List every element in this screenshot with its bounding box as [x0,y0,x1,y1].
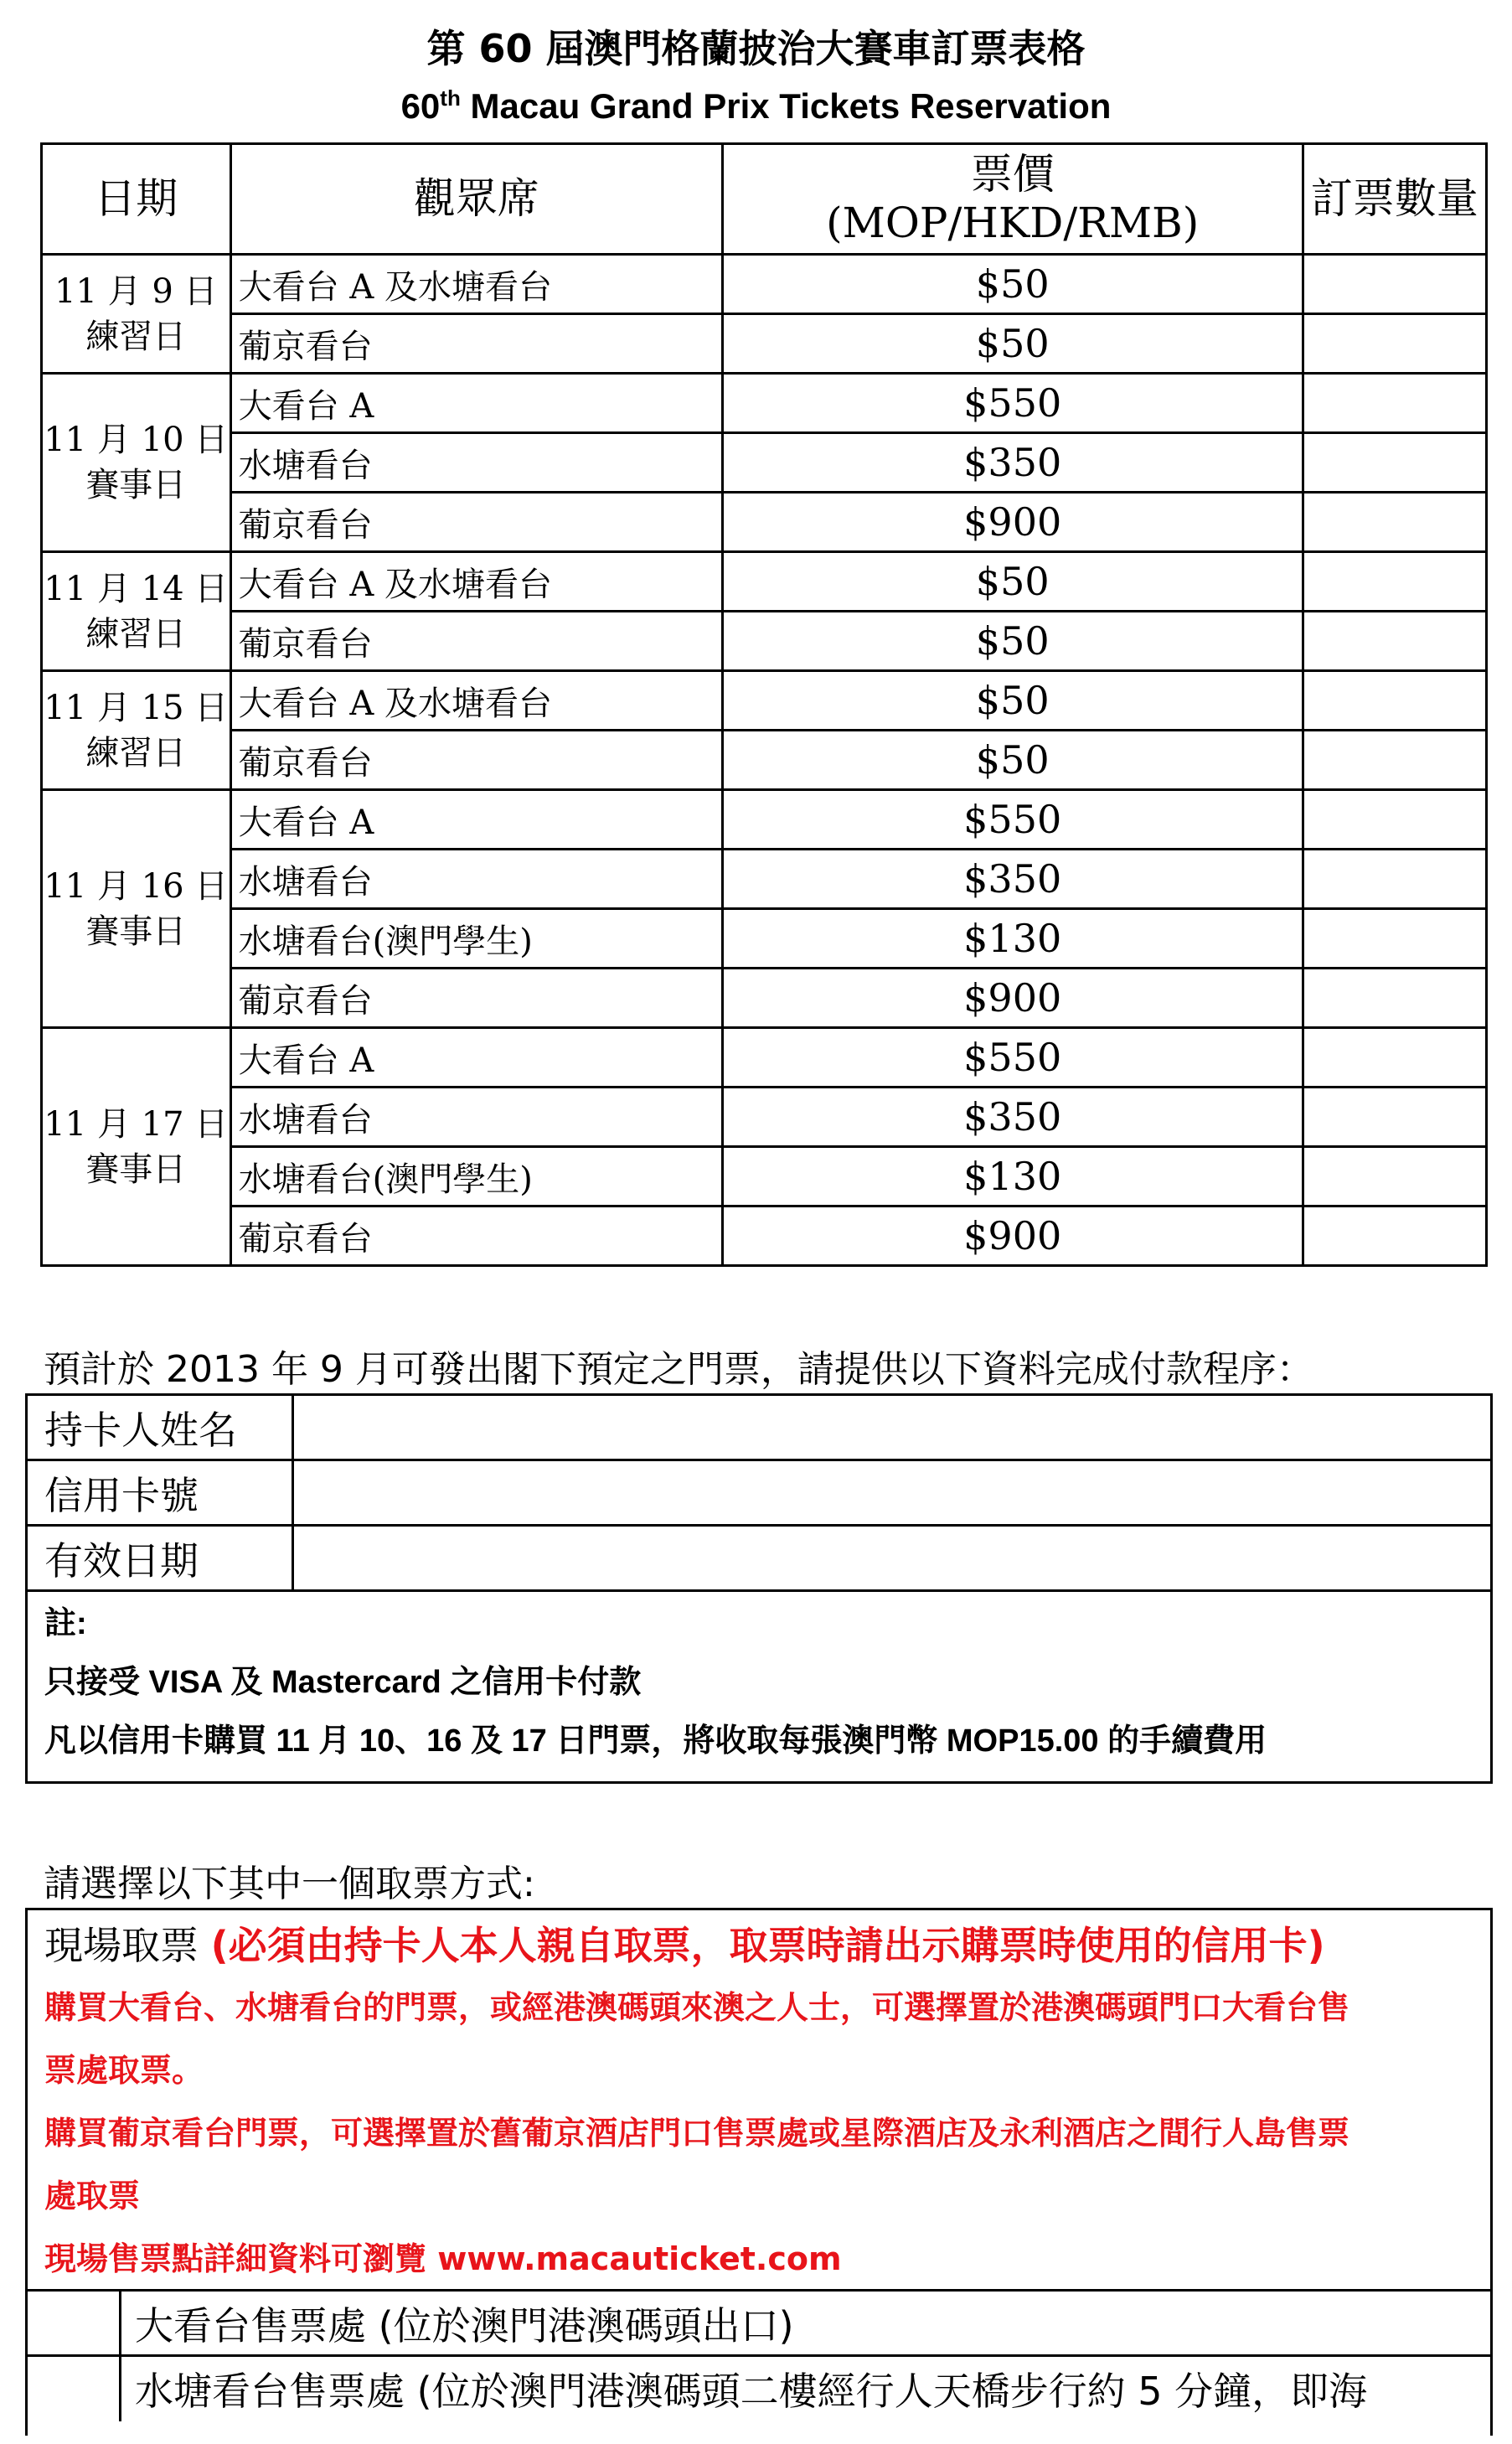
price-cell: $50 [722,731,1303,790]
price-cell: $130 [722,1147,1303,1206]
ticket-table-header [42,144,1487,255]
date-cell [42,671,231,790]
quantity-input-cell[interactable] [1303,1028,1486,1088]
stand-cell: 大看台 A 及水塘看台 [230,671,722,731]
stand-cell: 水塘看台 [230,850,722,909]
pickup-options [25,2289,1493,2421]
website-info-line: 現場售票點詳細資料可瀏覽 www.macauticket.com [44,2240,842,2277]
date-text: 11 月 16 日 [44,866,229,906]
quantity-input-cell[interactable] [1303,255,1486,314]
ticket-row [42,255,1487,314]
date-text: 11 月 9 日 [54,271,218,311]
cardholder-field[interactable] [293,1395,1492,1460]
ticket-row [42,671,1487,731]
price-cell: $50 [722,552,1303,612]
form-title-en [0,85,1512,127]
onsite-label: 現場取票 [44,1923,199,1968]
price-cell: $550 [722,374,1303,433]
notes-heading: 註: [44,1606,87,1641]
stand-cell: 水塘看台 [230,1088,722,1147]
date-text: 11 月 14 日 [44,569,229,608]
price-cell: $550 [722,1028,1303,1088]
stand-cell: 水塘看台(澳門學生) [230,909,722,969]
ticket-row [42,790,1487,850]
grandstand-checkbox[interactable] [27,2291,121,2356]
date-text: 11 月 17 日 [44,1104,229,1144]
price-cell: $900 [722,493,1303,552]
grandstand-pickup-line-1: 購買大看台、水塘看台的門票，或經港澳碼頭來澳之人士，可選擇置於港澳碼頭門口大看台售 [44,1989,1350,2026]
date-text: 11 月 10 日 [44,421,229,459]
ticket-row [42,433,1487,493]
price-cell: $550 [722,790,1303,850]
stand-cell: 水塘看台(澳門學生) [230,1147,722,1206]
reservoir-checkbox[interactable] [27,2356,121,2421]
title-en-number: 60 [400,86,441,126]
ticket-table-body [42,255,1487,1266]
pickup-box [25,1908,1493,2436]
stand-cell: 葡京看台 [230,1206,722,1266]
stand-cell: 大看台 A [230,374,722,433]
price-cell: $50 [722,671,1303,731]
ticket-row [42,1028,1487,1088]
price-cell: $50 [722,255,1303,314]
quantity-input-cell[interactable] [1303,314,1486,374]
ticket-table [40,142,1488,1267]
ticket-row [42,493,1487,552]
pickup-option-reservoir [27,2356,1492,2421]
day-type: 練習日 [85,614,187,654]
header-quantity: 訂票數量 [1303,144,1486,255]
title-en-text: Macau Grand Prix Tickets Reservation [460,86,1112,126]
lisboa-pickup-line-1: 購買葡京看台門票，可選擇置於舊葡京酒店門口售票處或星際酒店及永利酒店之間行人島售票 [44,2115,1350,2152]
quantity-input-cell[interactable] [1303,671,1486,731]
quantity-input-cell[interactable] [1303,969,1486,1028]
notes-card-types: 只接受 VISA 及 Mastercard 之信用卡付款 [44,1665,642,1700]
header-price [722,144,1303,255]
ticket-row [42,1147,1487,1206]
day-type: 練習日 [85,317,187,356]
lisboa-pickup-line-2: 處取票 [44,2178,141,2214]
ticket-row [42,909,1487,969]
pickup-heading: 請選擇以下其中一個取票方式: [44,1863,535,1905]
quantity-input-cell[interactable] [1303,552,1486,612]
date-cell [42,790,231,1028]
header-stand: 觀眾席 [230,144,722,255]
stand-cell: 大看台 A [230,790,722,850]
price-cell: $350 [722,850,1303,909]
payment-row-card-number [27,1460,1492,1526]
stand-cell: 葡京看台 [230,612,722,671]
price-cell: $900 [722,1206,1303,1266]
quantity-input-cell[interactable] [1303,374,1486,433]
price-cell: $350 [722,433,1303,493]
stand-cell: 葡京看台 [230,731,722,790]
expiry-label: 有效日期 [27,1526,293,1591]
ticket-row [42,1088,1487,1147]
payment-row-expiry [27,1526,1492,1591]
ticket-row [42,969,1487,1028]
ticket-row [42,850,1487,909]
quantity-input-cell[interactable] [1303,433,1486,493]
quantity-input-cell[interactable] [1303,850,1486,909]
stand-cell: 葡京看台 [230,314,722,374]
price-cell: $350 [722,1088,1303,1147]
stand-cell: 葡京看台 [230,493,722,552]
header-price-line2: (MOP/HKD/RMB) [826,198,1200,247]
stand-cell: 大看台 A 及水塘看台 [230,552,722,612]
ticket-row [42,1206,1487,1266]
onsite-note: (必須由持卡人本人親自取票，取票時請出示購票時使用的信用卡) [210,1923,1325,1968]
date-cell [42,374,231,552]
notes-handling-fee: 凡以信用卡購買 11 月 10、16 及 17 日門票，將收取每張澳門幣 MOP15.00 的手續費用 [44,1723,1267,1759]
price-cell: $50 [722,314,1303,374]
ticket-row [42,731,1487,790]
price-cell: $900 [722,969,1303,1028]
payment-notes-row [27,1591,1492,1783]
day-type: 賽事日 [85,1150,187,1189]
stand-cell: 葡京看台 [230,969,722,1028]
day-type: 練習日 [85,733,187,772]
grandstand-option-label: 大看台售票處 (位於澳門港澳碼頭出口) [121,2291,1492,2356]
date-cell [42,552,231,671]
price-cell: $130 [722,909,1303,969]
cardholder-label: 持卡人姓名 [27,1395,293,1460]
day-type: 賽事日 [85,912,187,951]
stand-cell: 大看台 A [230,1028,722,1088]
ticket-row [42,314,1487,374]
quantity-input-cell[interactable] [1303,909,1486,969]
form-title-zh: 第 60 屆澳門格蘭披治大賽車訂票表格 [426,26,1086,71]
quantity-input-cell[interactable] [1303,493,1486,552]
price-cell: $50 [722,612,1303,671]
header-date: 日期 [42,144,231,255]
pickup-option-grandstand [27,2291,1492,2356]
card-number-field[interactable] [293,1460,1492,1526]
date-cell [42,255,231,374]
reservoir-option-label: 水塘看台售票處 (位於澳門港澳碼頭二樓經行人天橋步行約 5 分鐘，即海 [121,2356,1492,2421]
quantity-input-cell[interactable] [1303,1206,1486,1266]
ticket-row [42,612,1487,671]
expiry-field[interactable] [293,1526,1492,1591]
grandstand-pickup-line-2: 票處取票。 [44,2052,204,2089]
stand-cell: 水塘看台 [230,433,722,493]
card-number-label: 信用卡號 [27,1460,293,1526]
quantity-input-cell[interactable] [1303,790,1486,850]
date-cell [42,1028,231,1266]
onsite-pickup-line [44,1917,1473,1977]
title-en-sup: th [440,85,461,111]
header-price-line1: 票價 [970,150,1055,199]
quantity-input-cell[interactable] [1303,1088,1486,1147]
payment-table [25,1393,1493,1784]
ticket-row [42,552,1487,612]
stand-cell: 大看台 A 及水塘看台 [230,255,722,314]
quantity-input-cell[interactable] [1303,612,1486,671]
ticket-row [42,374,1487,433]
quantity-input-cell[interactable] [1303,731,1486,790]
quantity-input-cell[interactable] [1303,1147,1486,1206]
payment-notice: 預計於 2013 年 9 月可發出閣下預定之門票，請提供以下資料完成付款程序： [44,1348,1313,1391]
date-text: 11 月 15 日 [44,688,229,727]
payment-row-cardholder [27,1395,1492,1460]
day-type: 賽事日 [85,466,187,504]
payment-notes [27,1591,1492,1783]
